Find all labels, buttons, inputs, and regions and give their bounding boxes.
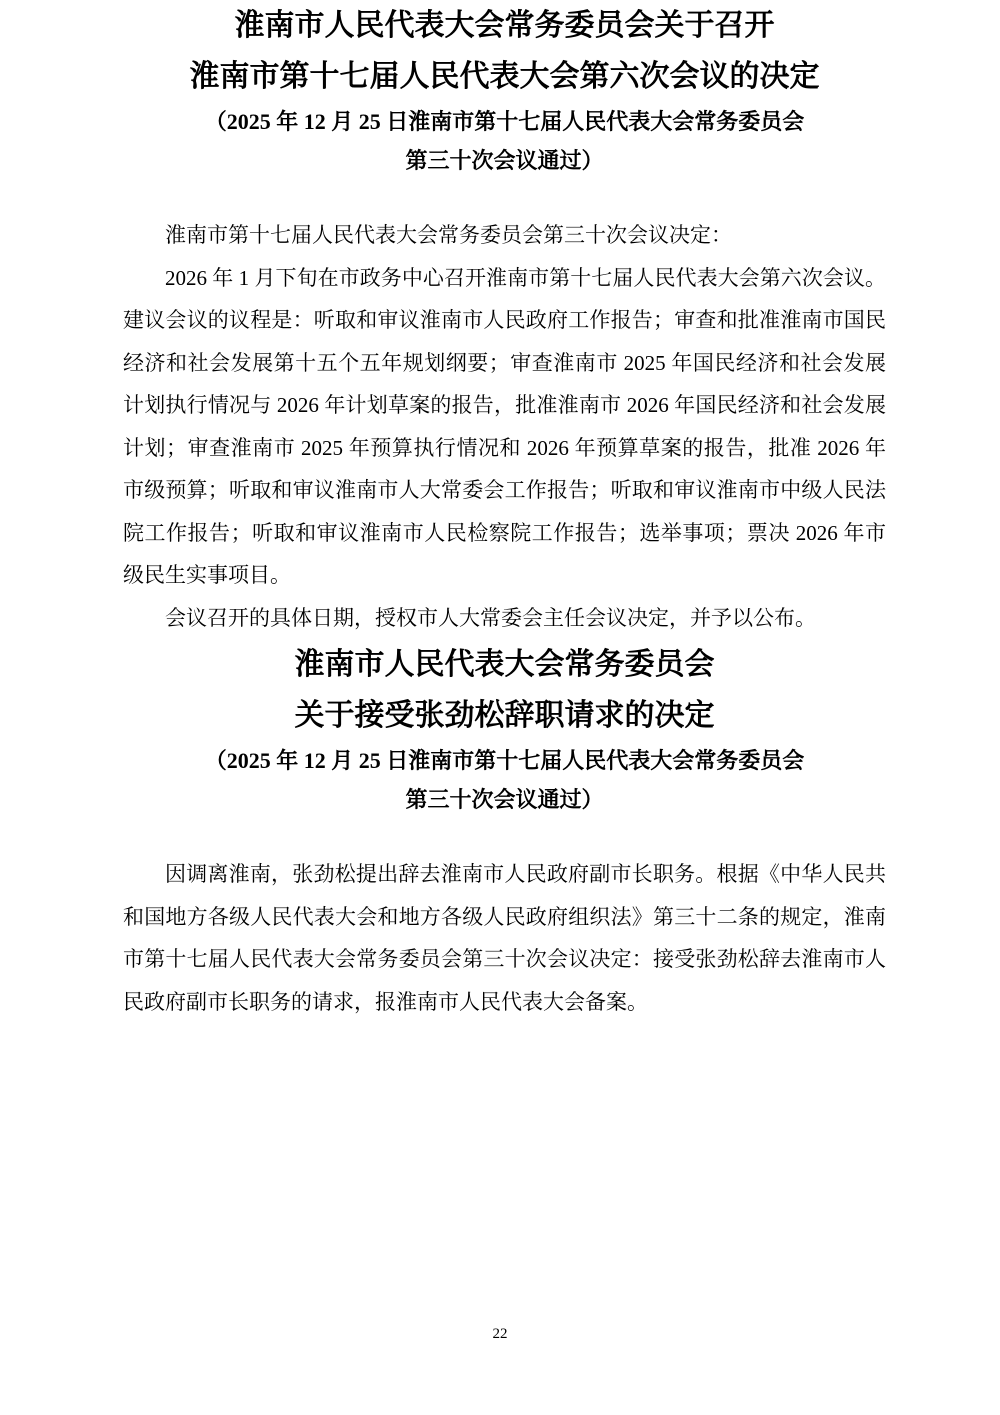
decision-1-body [123,214,886,639]
decision-2-adoption-note-line-1: （2025 年 12 月 25 日淮南市第十七届人民代表大会常务委员会 [204,748,805,773]
page-number: 22 [492,1326,508,1342]
decision-1-adoption-note-line-2: 第三十次会议通过） [405,148,604,173]
decision-2-section [123,639,886,1023]
decision-2-adoption-note-line-2: 第三十次会议通过） [405,787,604,812]
decision-1-adoption-note [123,102,886,180]
decision-1-title-line-2: 淮南市第十七届人民代表大会第六次会议的决定 [189,60,820,93]
decision-1-title [123,0,886,102]
decision-1-paragraph-1: 淮南市第十七届人民代表大会常务委员会第三十次会议决定： [165,223,732,247]
decision-1-section [123,0,886,639]
decision-2-paragraph-1: 因调离淮南，张劲松提出辞去淮南市人民政府副市长职务。根据《中华人民共和国地方各级人民代表大会和地方各级人民政府组织法》第三十二条的规定，淮南市第十七届人民代表大会常务委员会第三十次会议决定：接受张劲松辞去淮南市人民政府副市长职务的请求，报淮南市人民代表大会备案。 [123,862,886,1014]
decision-2-title-line-1: 淮南市人民代表大会常务委员会 [294,648,715,681]
decision-1-adoption-note-line-1: （2025 年 12 月 25 日淮南市第十七届人民代表大会常务委员会 [204,109,805,134]
decision-2-title [123,639,886,741]
decision-1-title-line-1: 淮南市人民代表大会常务委员会关于召开 [234,9,775,42]
document-content [123,0,886,1023]
decision-1-paragraph-2: 2026 年 1 月下旬在市政务中心召开淮南市第十七届人民代表大会第六次会议。建议会议的议程是：听取和审议淮南市人民政府工作报告；审查和批准淮南市国民经济和社会发展第十五个五年规划纲要；审查淮南市 2025 年国民经济和社会发展计划执行情况与 2026 年计划草案的报告，批准淮南市 2026 年国民经济和社会发展计划；审查淮南市 2025 年预算执行情况和 2026 年预算草案的报告，批准 2026 年市级预算；听取和审议淮南市人大常委会工作报告；听取和审议淮南市中级人民法院工作报告；听取和审议淮南市人民检察院工作报告；选举事项；票决 2026 年市级民生实事项目。 [123,265,886,587]
decision-2-body [123,853,886,1023]
decision-2-title-line-2: 关于接受张劲松辞职请求的决定 [294,699,715,732]
decision-2-adoption-note [123,741,886,819]
decision-1-paragraph-3: 会议召开的具体日期，授权市人大常委会主任会议决定，并予以公布。 [165,605,816,630]
